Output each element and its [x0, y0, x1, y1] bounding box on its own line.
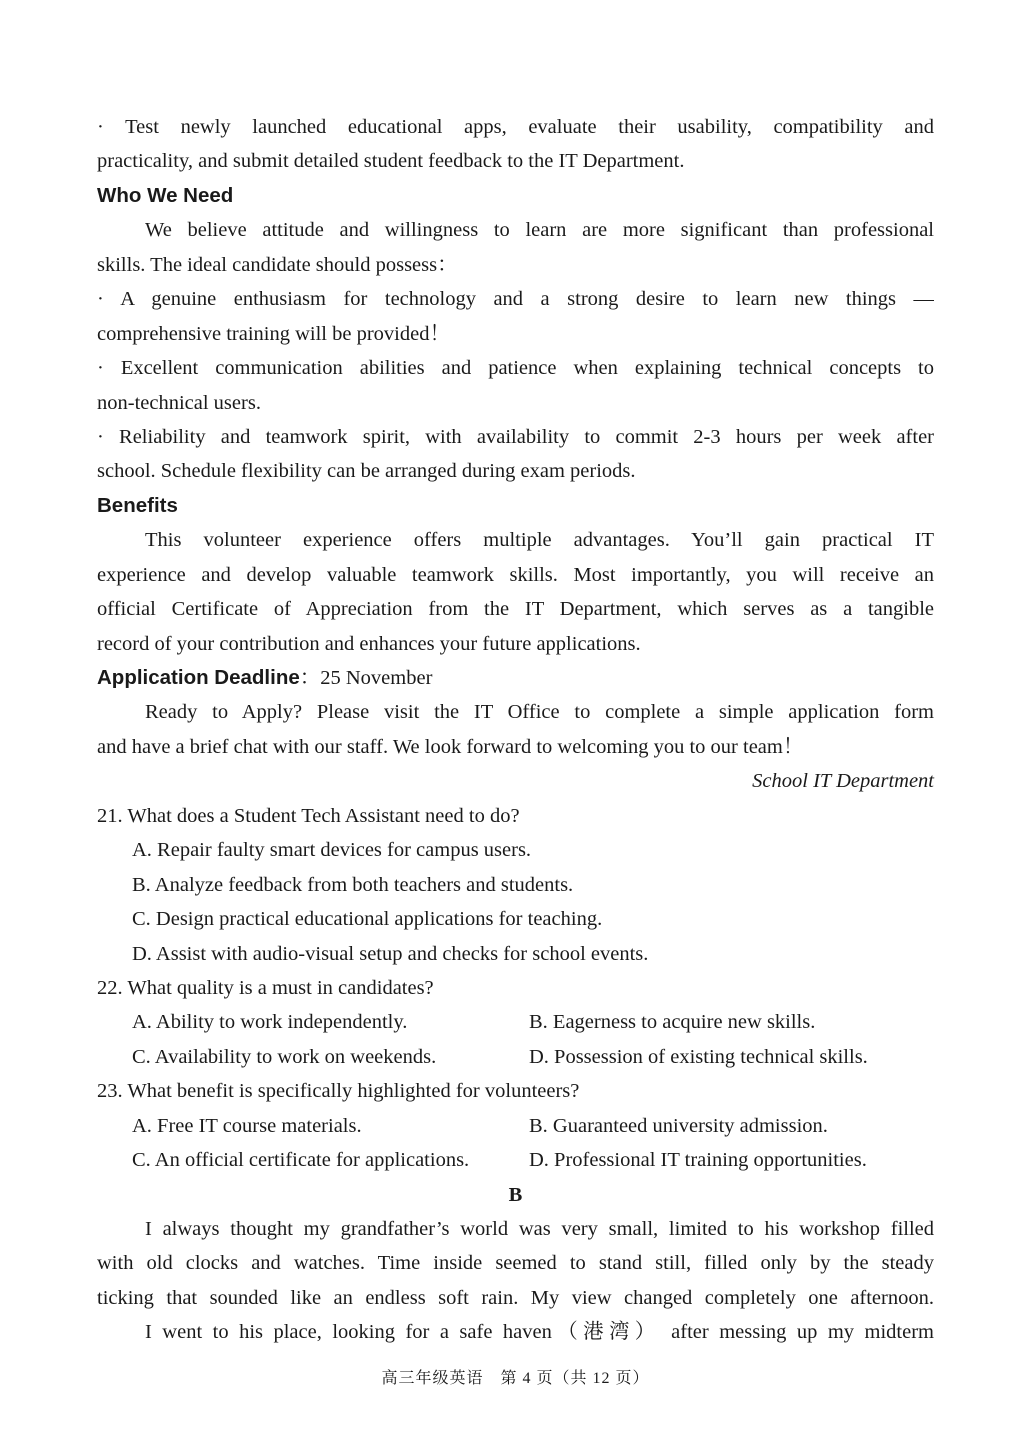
- text-line: with old clocks and watches. Time inside seemed to stand still, filled only by the steady: [97, 1252, 934, 1275]
- signature: School IT Department: [752, 770, 934, 793]
- option: C. Design practical educational applications for teaching.: [132, 908, 603, 931]
- deadline-line: [97, 661, 934, 695]
- text-line: record of your contribution and enhances your future applications.: [97, 632, 641, 655]
- option: B. Guaranteed university admission.: [529, 1114, 828, 1137]
- option-row: [97, 1143, 934, 1177]
- text-line: school. Schedule flexibility can be arranged during exam periods.: [97, 460, 636, 483]
- bullet-line: · Test newly launched educational apps, evaluate their usability, compatibility and: [97, 116, 934, 138]
- option-row: [97, 1040, 934, 1074]
- section-heading-who-we-need: Who We Need: [97, 183, 234, 207]
- bullet-line: · Reliability and teamwork spirit, with availability to commit 2-3 hours per week after: [97, 425, 934, 448]
- option: C. Availability to work on weekends.: [132, 1045, 437, 1068]
- text-line: Ready to Apply? Please visit the IT Office to complete a simple application form: [145, 701, 934, 724]
- text-line: and have a brief chat with our staff. We look forward to welcoming you to our team！: [97, 735, 804, 758]
- text-line: ticking that sounded like an endless soft rain. My view changed completely one afternoon.: [97, 1286, 934, 1309]
- section-b-heading: B: [508, 1183, 523, 1206]
- text-line: official Certificate of Appreciation from the IT Department, which serves as a tangible: [97, 598, 934, 621]
- option: D. Professional IT training opportunities.: [529, 1149, 867, 1172]
- option: A. Repair faulty smart devices for campus users.: [132, 839, 532, 862]
- question-23: 23. What benefit is specifically highlighted for volunteers?: [97, 1080, 580, 1103]
- option: A. Ability to work independently.: [132, 1011, 408, 1034]
- deadline-value: ：25 November: [299, 667, 433, 689]
- question-21: 21. What does a Student Tech Assistant need to do?: [97, 804, 520, 827]
- text-line: I always thought my grandfather’s world was very small, limited to his workshop filled: [145, 1218, 934, 1240]
- text-line: comprehensive training will be provided！: [97, 322, 450, 345]
- option: B. Analyze feedback from both teachers and students.: [132, 873, 574, 896]
- section-heading-benefits: Benefits: [97, 493, 178, 517]
- option: D. Assist with audio-visual setup and checks for school events.: [132, 942, 649, 965]
- bullet-line: · Excellent communication abilities and patience when explaining technical concepts to: [97, 357, 934, 380]
- bullet-line: · A genuine enthusiasm for technology and a strong desire to learn new things —: [97, 288, 934, 311]
- text-line: non-technical users.: [97, 391, 261, 414]
- text-line: skills. The ideal candidate should possess：: [97, 253, 458, 276]
- page-footer: 高三年级英语 第 4 页（共 12 页）: [381, 1370, 650, 1387]
- text-line: I went to his place, looking for a safe haven（港湾） after messing up my midterm: [145, 1321, 934, 1344]
- text-line: We believe attitude and willingness to learn are more significant than professional: [145, 219, 934, 242]
- option-row: [97, 1005, 934, 1039]
- text-line: practicality, and submit detailed student feedback to the IT Department.: [97, 150, 685, 173]
- option: A. Free IT course materials.: [132, 1114, 362, 1137]
- option: B. Eagerness to acquire new skills.: [529, 1011, 816, 1034]
- passage-a-continued: [97, 110, 934, 1350]
- question-22: 22. What quality is a must in candidates?: [97, 976, 434, 999]
- deadline-label: Application Deadline: [97, 666, 300, 689]
- option: C. An official certificate for applications.: [132, 1149, 470, 1172]
- option: D. Possession of existing technical skills.: [529, 1045, 868, 1068]
- text-line: experience and develop valuable teamwork skills. Most importantly, you will receive an: [97, 563, 934, 586]
- text-line: This volunteer experience offers multiple advantages. You’ll gain practical IT: [145, 529, 934, 552]
- option-row: [97, 1109, 934, 1143]
